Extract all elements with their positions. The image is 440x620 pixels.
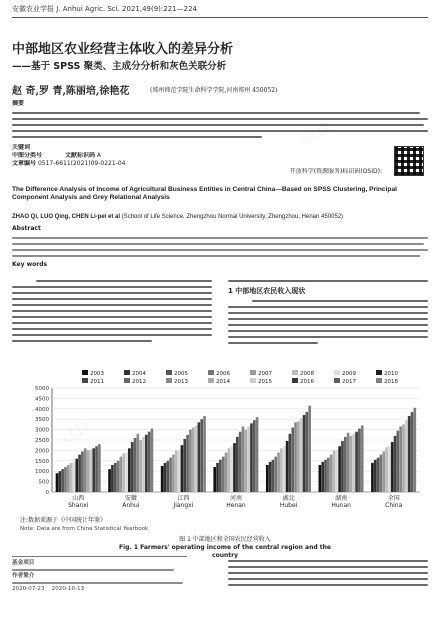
keywords-block	[12, 144, 382, 182]
legend-swatch	[250, 370, 256, 375]
bar-hunan-2013	[347, 433, 350, 492]
bar-hubei-2006	[274, 457, 277, 492]
chart-bars	[56, 406, 416, 492]
bar-henan-2017	[253, 420, 256, 492]
bar-henan-2008	[228, 448, 231, 492]
body-line	[12, 328, 212, 330]
bar-anhui-2008	[122, 454, 125, 492]
y-tick-label: 5000	[35, 386, 49, 392]
y-tick-label: 500	[38, 479, 49, 486]
footnote-line	[12, 582, 183, 584]
bar-shanxi-2017	[95, 446, 98, 492]
body-line	[228, 578, 428, 580]
bar-china-2018	[413, 408, 416, 492]
en-keywords-label: Key words	[12, 261, 48, 268]
bar-shanxi-2009	[73, 462, 76, 492]
figure-caption-cn: 图 1 中部地区和全国农民经营收入	[179, 536, 271, 543]
bar-henan-2016	[250, 423, 253, 492]
oscid-line	[12, 168, 382, 176]
bar-hunan-2007	[330, 455, 333, 492]
legend-label: 2018	[384, 379, 398, 385]
body-line	[12, 316, 212, 318]
x-tick-label: Jiangxi	[173, 502, 194, 509]
legend-label: 2013	[174, 379, 188, 385]
legend-label: 2010	[384, 371, 398, 377]
watermark: 试读	[297, 116, 336, 149]
legend-label: 2007	[258, 371, 272, 377]
bar-hubei-2009	[283, 446, 286, 492]
bar-anhui-2018	[151, 429, 154, 492]
bar-anhui-2009	[125, 452, 128, 492]
bar-henan-2006	[222, 457, 225, 492]
bar-hunan-2008	[333, 450, 336, 492]
body-line	[228, 572, 428, 574]
bar-china-2013	[399, 426, 402, 492]
chart-x-labels	[68, 494, 402, 509]
bar-china-2014	[402, 424, 405, 492]
abstract-line	[12, 124, 424, 126]
bar-hunan-2011	[341, 441, 344, 492]
bar-anhui-2010	[128, 448, 131, 492]
bar-jiangxi-2016	[198, 422, 201, 492]
bar-hunan-2006	[327, 458, 330, 492]
funding-line: 基金项目	[12, 560, 35, 566]
bar-hubei-2012	[291, 428, 294, 492]
legend-label: 2012	[132, 379, 146, 385]
footnote-rule	[12, 556, 187, 557]
bar-jiangxi-2006	[169, 458, 172, 492]
en-abstract-label: Abstract	[12, 225, 41, 232]
abstract-line	[12, 136, 262, 138]
bar-anhui-2007	[120, 457, 123, 492]
bar-hunan-2010	[338, 446, 341, 492]
bar-hubei-2008	[280, 448, 283, 492]
revised-date: 2020-10-13	[51, 586, 85, 593]
body-line	[12, 304, 212, 306]
bar-shanxi-2003	[56, 473, 59, 492]
bar-shanxi-2005	[61, 469, 64, 492]
bar-hubei-2013	[294, 422, 297, 492]
body-line	[12, 298, 212, 300]
bar-henan-2004	[216, 463, 219, 492]
body-line	[36, 280, 212, 282]
legend-label: 2004	[132, 371, 146, 377]
bar-henan-2018	[256, 417, 259, 492]
legend-swatch	[250, 378, 256, 383]
en-abstract-line	[12, 237, 428, 239]
bar-hubei-2017	[306, 412, 309, 492]
paper-title: 中部地区农业经营主体收入的差异分析	[12, 42, 234, 57]
article-number: 0517-6611(2021)09-0221-04	[37, 160, 126, 167]
bar-china-2003	[371, 463, 374, 492]
header-rule	[12, 17, 428, 18]
bar-chart	[12, 366, 428, 534]
body-line	[252, 300, 428, 302]
bar-henan-2014	[244, 430, 247, 492]
legend-label: 2003	[90, 371, 104, 377]
bar-china-2008	[385, 447, 388, 492]
bar-hunan-2017	[358, 429, 361, 492]
x-tick-label: Hunan	[331, 502, 351, 509]
bar-anhui-2003	[108, 469, 111, 492]
en-abstract-line	[12, 255, 420, 257]
bar-shanxi-2010	[75, 459, 78, 492]
x-tick-label: 山西	[72, 495, 85, 502]
body-line	[12, 340, 152, 342]
legend-swatch	[376, 370, 382, 375]
legend-swatch	[124, 378, 130, 383]
affiliation: (郑州师范学院生命科学学院,河南郑州 450052)	[150, 87, 278, 94]
legend-label: 2009	[342, 371, 356, 377]
body-right-column	[228, 276, 428, 366]
bar-hunan-2009	[335, 449, 338, 492]
y-tick-label: 3000	[35, 427, 49, 434]
x-tick-label: Henan	[226, 502, 246, 509]
body-line	[228, 342, 318, 344]
bar-anhui-2017	[148, 432, 151, 492]
body-right-bottom	[228, 556, 428, 616]
legend-swatch	[376, 378, 382, 383]
legend-label: 2006	[216, 371, 230, 377]
bar-hubei-2016	[303, 415, 306, 492]
body-line	[228, 306, 428, 308]
body-line	[12, 292, 212, 294]
body-line	[228, 312, 428, 314]
abstract-label: 摘要	[12, 100, 25, 107]
bar-anhui-2014	[139, 440, 142, 492]
x-tick-label: 江西	[177, 495, 190, 502]
bar-shanxi-2016	[92, 448, 95, 492]
legend-label: 2017	[342, 379, 356, 385]
bar-shanxi-2006	[64, 467, 67, 492]
bio-line: 作者简介	[12, 573, 35, 580]
watermark: 试读	[57, 416, 96, 449]
x-tick-label: 安徽	[124, 495, 137, 502]
bar-henan-2010	[233, 443, 236, 492]
received-date: 2020-07-23	[12, 586, 45, 593]
body-line	[228, 280, 428, 282]
legend-swatch	[334, 370, 340, 375]
bar-anhui-2016	[145, 435, 148, 492]
bar-jiangxi-2018	[203, 416, 206, 492]
body-line	[228, 324, 428, 326]
bar-china-2004	[374, 460, 377, 492]
bar-hubei-2010	[286, 441, 289, 492]
bar-hunan-2003	[319, 465, 322, 492]
bar-china-2010	[391, 442, 394, 492]
body-left-column	[12, 276, 212, 366]
body-line	[228, 318, 428, 320]
bar-jiangxi-2017	[200, 419, 203, 492]
bar-hubei-2018	[308, 406, 311, 492]
legend-swatch	[292, 378, 298, 383]
y-tick-label: 0	[45, 490, 49, 496]
body-line	[228, 584, 428, 586]
bar-henan-2012	[239, 432, 242, 492]
bar-china-2007	[382, 451, 385, 492]
bar-jiangxi-2012	[186, 435, 189, 492]
legend-swatch	[208, 370, 214, 375]
bar-shanxi-2013	[84, 448, 87, 492]
x-tick-label: Hubei	[279, 502, 298, 509]
legend-label: 2005	[174, 371, 188, 377]
body-line	[12, 286, 212, 288]
bar-shanxi-2018	[98, 444, 101, 492]
body-line	[228, 560, 428, 562]
bar-shanxi-2004	[59, 471, 62, 492]
body-line	[228, 330, 428, 332]
journal-citation: 安徽农业学报 J. Anhui Agric. Sci. 2021,49(9):221—224	[12, 5, 197, 13]
bar-jiangxi-2013	[189, 430, 192, 492]
figure-source-note-en: Note: Data are from China Statistical Yearbook	[20, 526, 149, 532]
bar-jiangxi-2003	[161, 466, 164, 492]
bar-hubei-2004	[269, 462, 272, 492]
bar-anhui-2015	[142, 437, 145, 492]
english-title: The Difference Analysis of Income of Agricultural Business Entities in Central China—Based on SPSS Clustering, Principal Component Analysis and Grey Relational Analysis	[12, 186, 397, 201]
x-tick-label: China	[385, 502, 403, 509]
bar-shanxi-2014	[87, 450, 90, 492]
y-tick-label: 4000	[35, 406, 49, 413]
y-tick-label: 2500	[35, 438, 49, 444]
paper-subtitle: ——基于 SPSS 聚类、主成分分析和灰色关联分析	[12, 61, 227, 72]
bar-hubei-2011	[289, 434, 292, 492]
abstract-line	[12, 112, 420, 114]
bar-china-2012	[397, 431, 400, 492]
y-tick-label: 4500	[35, 396, 49, 403]
bar-shanxi-2008	[70, 463, 73, 492]
legend-label: 2011	[90, 379, 104, 385]
abstract-cn	[12, 100, 428, 142]
bar-henan-2015	[247, 426, 250, 492]
bar-shanxi-2011	[78, 455, 81, 492]
x-tick-label: 全国	[387, 495, 400, 502]
bar-jiangxi-2011	[183, 439, 186, 492]
abstract-line	[12, 130, 428, 132]
body-line	[12, 322, 212, 324]
legend-swatch	[82, 370, 88, 375]
bar-anhui-2011	[131, 442, 134, 492]
bar-hubei-2007	[277, 452, 280, 492]
legend-label: 2008	[300, 371, 314, 377]
bar-hunan-2015	[352, 434, 355, 492]
x-tick-label: Shanxi	[68, 502, 89, 509]
y-tick-label: 3500	[35, 417, 49, 424]
footnote-line	[12, 569, 174, 571]
qr-code-image	[394, 146, 424, 176]
bar-hunan-2005	[324, 460, 327, 492]
body-line	[228, 566, 428, 568]
legend-swatch	[124, 370, 130, 375]
bar-hunan-2012	[344, 437, 347, 492]
bar-china-2006	[380, 455, 383, 492]
bar-henan-2005	[219, 460, 222, 492]
footnote-block	[12, 560, 192, 612]
bar-anhui-2006	[117, 461, 120, 492]
abstract-en	[12, 225, 428, 269]
bar-jiangxi-2007	[172, 455, 175, 492]
bar-hunan-2016	[355, 432, 358, 492]
bar-anhui-2012	[134, 438, 137, 492]
y-tick-label: 1500	[35, 458, 49, 465]
chart-legend	[82, 370, 398, 385]
bar-anhui-2005	[114, 463, 117, 492]
figure-source-note: 注:数据来源于《中国统计年鉴》	[20, 517, 107, 524]
figure-caption	[110, 536, 340, 559]
clc-line: 中图分类号 文献标识码 A	[12, 152, 101, 159]
bar-hubei-2015	[300, 418, 303, 492]
x-tick-label: Anhui	[122, 502, 140, 509]
bar-jiangxi-2014	[192, 428, 195, 492]
bar-jiangxi-2010	[181, 445, 184, 492]
bar-hubei-2014	[297, 421, 300, 492]
bar-hunan-2004	[321, 462, 324, 492]
bar-jiangxi-2004	[164, 463, 167, 492]
body-line	[228, 336, 428, 338]
bar-china-2005	[377, 458, 380, 492]
en-abstract-line	[12, 243, 424, 245]
english-authors: ZHAO Qi, LUO Qing, CHEN Li-pei et al (School of Life Science, Zhengzhou Normal University, Zhengzhou, Henan 450052)	[12, 214, 344, 220]
running-header	[12, 4, 428, 16]
y-tick-label: 2000	[35, 448, 49, 455]
section-heading: 1 中部地区农民收入现状	[228, 287, 306, 295]
bar-shanxi-2012	[81, 451, 84, 492]
bar-hubei-2003	[266, 465, 269, 492]
bar-jiangxi-2008	[175, 450, 178, 492]
x-tick-label: 河南	[229, 495, 243, 502]
bar-china-2009	[388, 446, 391, 492]
bar-hubei-2005	[272, 460, 275, 492]
dates-line	[12, 586, 192, 593]
bar-henan-2011	[236, 437, 239, 492]
legend-label: 2016	[300, 379, 314, 385]
abstract-line	[12, 118, 428, 120]
bar-jiangxi-2009	[178, 449, 181, 492]
bar-hunan-2014	[350, 436, 353, 492]
legend-swatch	[208, 378, 214, 383]
bar-china-2011	[394, 436, 397, 492]
bar-shanxi-2015	[90, 449, 93, 492]
legend-swatch	[166, 370, 172, 375]
legend-swatch	[292, 370, 298, 375]
legend-swatch	[166, 378, 172, 383]
bar-henan-2013	[242, 426, 245, 492]
doc-code: A	[96, 152, 101, 159]
y-tick-label: 1000	[35, 469, 49, 476]
bar-henan-2009	[230, 446, 233, 492]
bar-anhui-2004	[111, 465, 114, 492]
bar-henan-2007	[225, 452, 228, 492]
en-abstract-line	[12, 249, 428, 251]
bar-anhui-2013	[137, 434, 140, 492]
x-tick-label: 湖北	[282, 495, 295, 502]
bar-hunan-2018	[361, 425, 364, 492]
article-number-line: 文章编号 0517-6611(2021)09-0221-04	[12, 160, 126, 167]
bar-henan-2003	[213, 467, 216, 492]
body-line	[12, 334, 212, 336]
body-line	[12, 310, 212, 312]
author-list: 赵 奇,罗 青,陈丽培,徐艳花	[12, 86, 130, 97]
bar-jiangxi-2005	[166, 461, 169, 492]
bar-china-2016	[408, 416, 411, 492]
figure-caption-en: Fig. 1 Farmers' operating income of the central region and the country	[119, 544, 331, 559]
english-affiliation: (School of Life Science, Zhengzhou Normal University, Zhengzhou, Henan 450052)	[121, 214, 344, 220]
keywords-line: 关键词	[12, 144, 31, 151]
bar-jiangxi-2015	[195, 425, 198, 492]
legend-label: 2014	[216, 379, 230, 385]
legend-label: 2015	[258, 379, 272, 385]
x-tick-label: 湖南	[335, 495, 348, 502]
oscid-label: 开放科学(资源服务)标识码(OSID):	[289, 168, 382, 175]
bar-china-2015	[405, 420, 408, 492]
bar-shanxi-2007	[67, 465, 70, 492]
legend-swatch	[82, 378, 88, 383]
bar-china-2017	[411, 412, 414, 492]
legend-swatch	[334, 378, 340, 383]
